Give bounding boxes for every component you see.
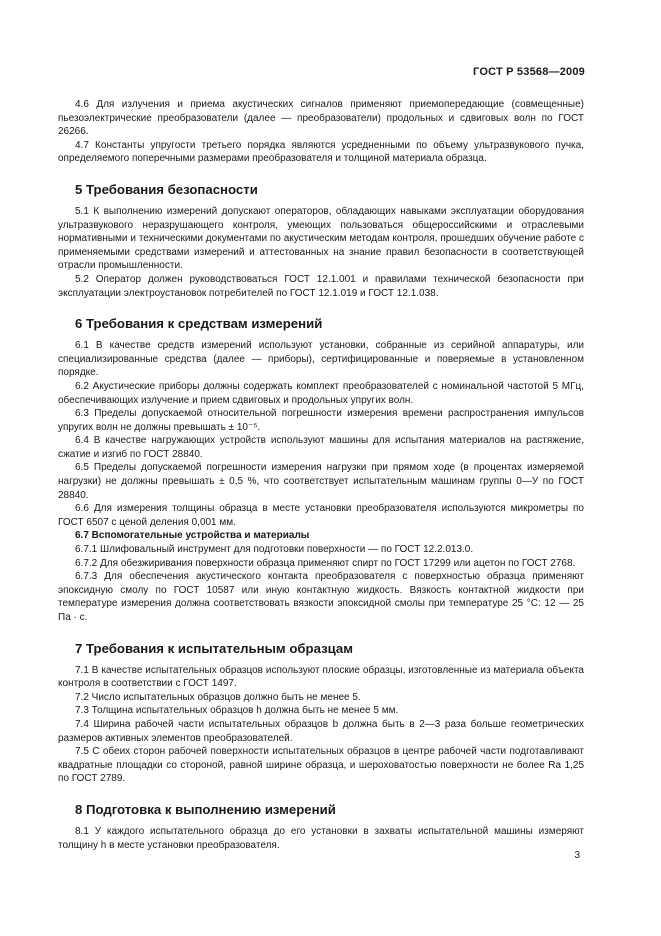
paragraph: 5.1 К выполнению измерений допускают операторов, обладающих навыками эксплуатации оборудования ультразвукового неразрушающего контроля, умеющих пользоваться общероссийскими и отраслевыми нормативными и техническими документами по акустическим методам контроля, прошедших обучение работе с применяемыми средствами измерений и аттестованных на знание правил безопасности в соответствующей отрасли промышленности. <box>58 205 584 272</box>
paragraph: 6.7.2 Для обезжиривания поверхности образца применяют спирт по ГОСТ 17299 или ацетон по ГОСТ 2768. <box>75 557 576 569</box>
paragraph: 4.6 Для излучения и приема акустических сигналов применяют приемопередающие (совмещенные) пьезоэлектрические преобразователи (далее — преобразователи) продольных и сдвиговых волн по ГОСТ 26266. <box>58 99 584 138</box>
section-heading: 5 Требования безопасности <box>75 181 258 197</box>
subsection-heading: 6.7 Вспомогательные устройства и материалы <box>75 530 310 542</box>
page-number: 3 <box>574 850 580 861</box>
paragraph: 6.2 Акустические приборы должны содержать комплект преобразователей с номинальной частотой 5 МГц, обеспечивающих излучение и прием сдвиговых и продольных упругих волн. <box>58 380 584 406</box>
paragraph: 6.6 Для измерения толщины образца в месте установки преобразователя используются микрометры по ГОСТ 6507 с ценой деления 0,001 мм. <box>58 503 584 528</box>
paragraph: 7.3 Толщина испытательных образцов h должна быть не менее 5 мм. <box>75 705 399 717</box>
paragraph: 8.1 У каждого испытательного образца до его установки в захваты испытательной машины измеряют толщину h в месте установки преобразователя. <box>58 825 584 851</box>
paragraph: 6.4 В качестве нагружающих устройств используют машины для испытания материалов на растяжение, сжатие и изгиб по ГОСТ 28840. <box>58 435 584 460</box>
section-heading: 8 Подготовка к выполнению измерений <box>75 801 336 817</box>
paragraph: 4.7 Константы упругости третьего порядка являются усредненными по объему ультразвукового пучка, определяемого поперечными размерами преобразователя и толщиной материала образца. <box>58 139 584 165</box>
paragraph: 7.1 В качестве испытательных образцов используют плоские образцы, изготовленные из материала объекта контроля в соответствии с ГОСТ 1497. <box>58 664 584 690</box>
document-body <box>58 98 584 852</box>
paragraph: 5.2 Оператор должен руководствоваться ГОСТ 12.1.001 и правилами технической безопасности при эксплуатации электроустановок потребителей по ГОСТ 12.1.019 и ГОСТ 12.1.038. <box>58 273 584 299</box>
paragraph: 6.5 Пределы допускаемой погрешности измерения нагрузки при прямом ходе (в процентах измеряемой нагрузки) не должны превышать ± 0,5 %, что соответствует испытательным машинам группы 0—У по ГОСТ 28840. <box>58 462 584 501</box>
paragraph: 7.4 Ширина рабочей части испытательных образцов b должна быть в 2—3 раза больше геометрических размеров активных элементов преобразователей. <box>58 718 584 744</box>
section-heading: 6 Требования к средствам измерений <box>75 316 323 332</box>
document-header: ГОСТ Р 53568—2009 <box>473 66 585 78</box>
paragraph: 7.5 С обеих сторон рабочей поверхности испытательных образцов в центре рабочей части подготавливают квадратные площадки со стороной, равной ширине образца, и шероховатостью поверхности не более Ra 1,25 по ГОСТ 2789. <box>58 746 584 785</box>
paragraph: 7.2 Число испытательных образцов должно быть не менее 5. <box>75 691 361 703</box>
section-heading: 7 Требования к испытательным образцам <box>75 640 353 656</box>
paragraph: 6.3 Пределы допускаемой относительной погрешности измерения времени распространения импульсов упругих волн не должны превышать ± 10⁻⁵. <box>58 408 584 433</box>
paragraph: 6.7.1 Шлифовальный инструмент для подготовки поверхности — по ГОСТ 12.2.013.0. <box>75 544 474 556</box>
paragraph: 6.7.3 Для обеспечения акустического контакта преобразователя с поверхностью образца применяют эпоксидную смолу по ГОСТ 10587 или иную контактную жидкость. Вязкость контактной жидкости при температуре измерения должна соответствовать вязкости эпоксидной смолы при температуре 25 °С: 12 — 25 Па · с. <box>58 571 584 623</box>
paragraph: 6.1 В качестве средств измерений используют установки, собранные из серийной аппаратуры, или специализированные средства (далее — приборы), сертифицированные и поверяемые в установленном порядке. <box>58 340 584 379</box>
